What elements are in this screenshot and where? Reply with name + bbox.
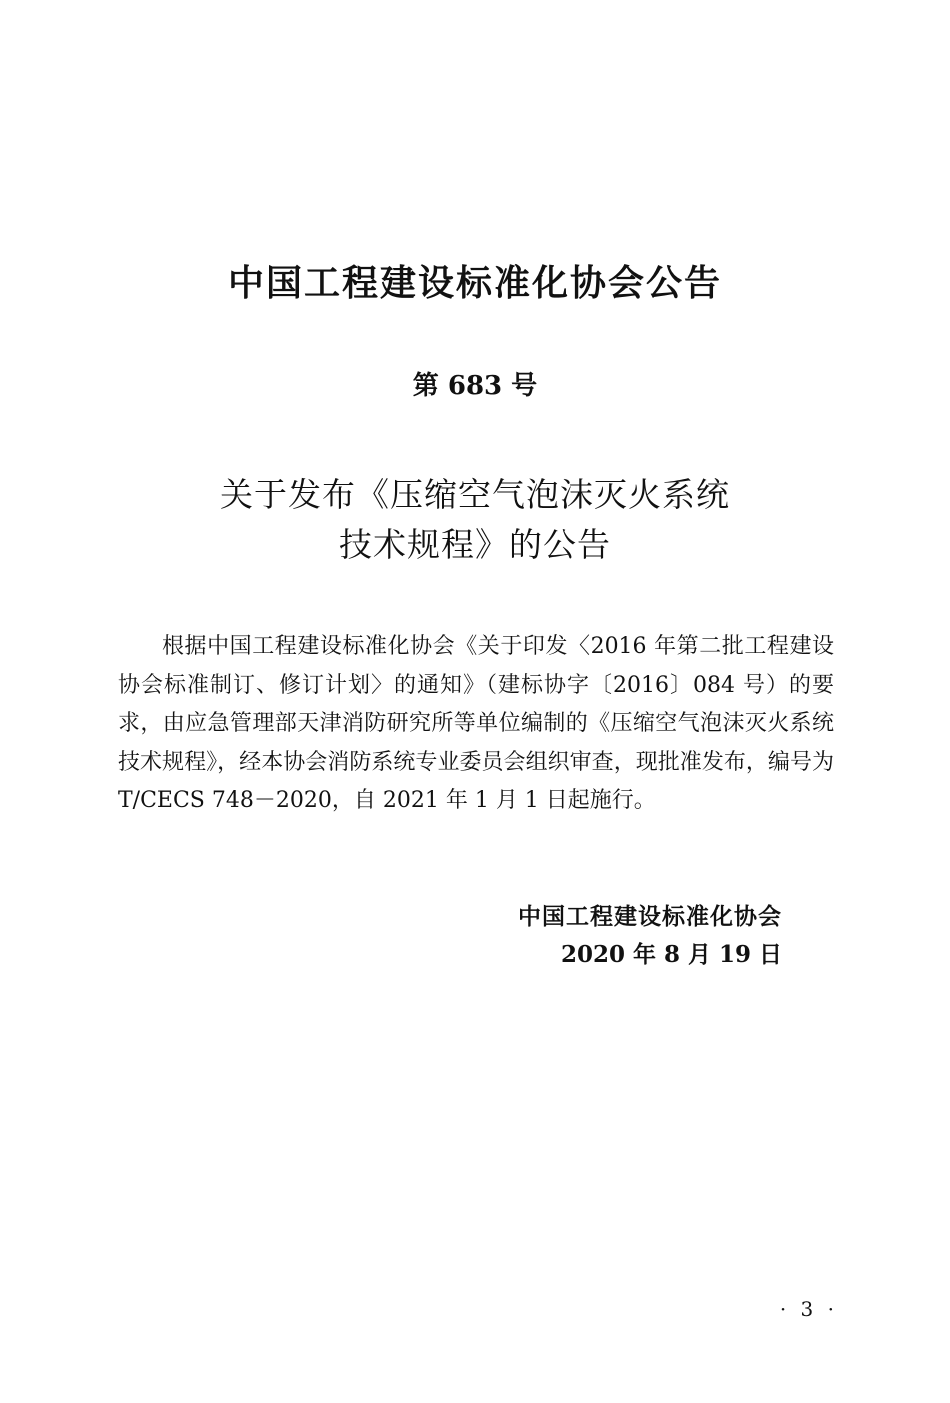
page-number: · 3 · — [779, 1297, 838, 1321]
notice-number: 第 683 号 — [412, 371, 538, 401]
signature-date: 2020 年 8 月 19 日 — [560, 941, 782, 968]
announcement-heading: 中国工程建设标准化协会公告 — [227, 263, 722, 304]
announcement-body: 根据中国工程建设标准化协会《关于印发〈2016 年第二批工程建设协会标准制订、修订计划〉的通知》（建标协字〔2016〕084 号）的要求，由应急管理部天津消防研究所等单位编制的《压缩空气泡沫灭火系统技术规程》，经本协会消防系统专业委员会组织审查，现批准发布，编号为 T/CECS 748－2020，自 2021 年 1 月 1 日起施行。 — [118, 634, 834, 814]
notice-title — [0, 470, 950, 570]
notice-title-line-2: 技术规程》的公告 — [339, 525, 611, 564]
signature-block — [420, 898, 782, 974]
signature-organization: 中国工程建设标准化协会 — [518, 904, 782, 930]
notice-title-line-1: 关于发布《压缩空气泡沫灭火系统 — [220, 475, 730, 514]
